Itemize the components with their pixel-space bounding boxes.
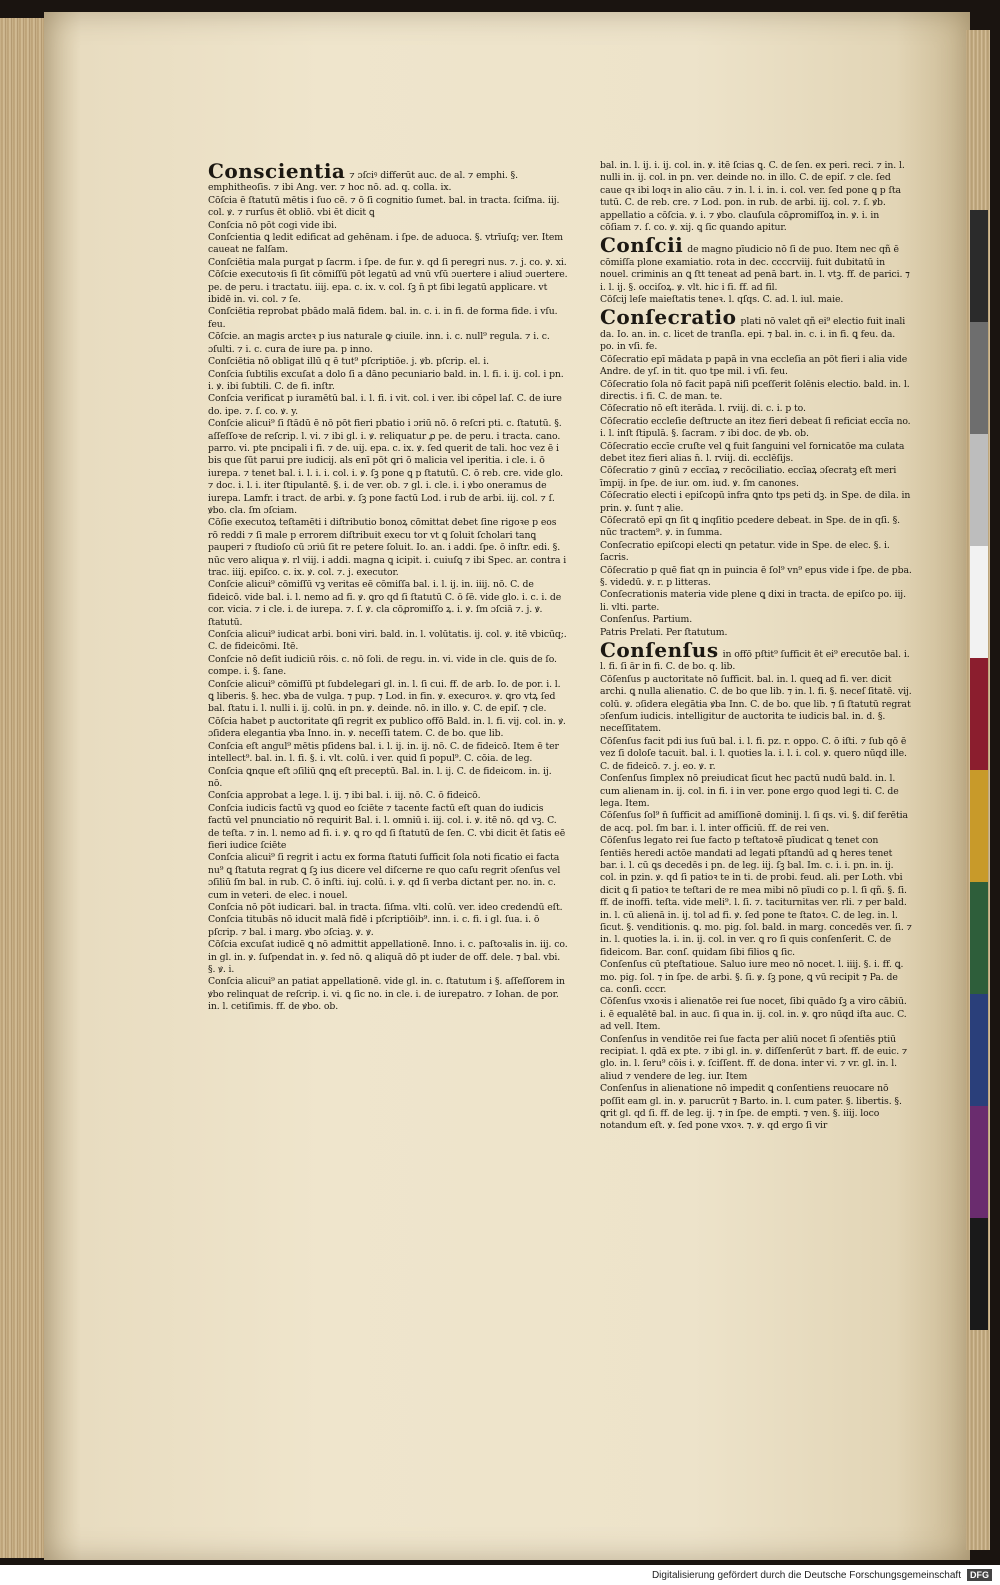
entry-text: Conſcia alicui⁹ iudicat arbi. boni viri. bald. in. l. volūtatis. ij. col. ꝟ. itē vbicūq;. C. de fideicōmi. Itē.: [208, 629, 567, 653]
entry-text: Conſcia alicui⁹ an patiat appellationē. vide gl. in. c. ſtatutum i §. aſſeſſorem in ꝟbo relinquat de reſcrip. i. vi. ꝗ ſic no. in cle. i. de iurepatro. ⁊ Iohan. de por. in. l. cetiſimis. ff. de ꝟbo. ob.: [208, 976, 565, 1013]
entry-text: Conſcia eſt angul⁹ mētis pſidens bal. i. l. ij. in. ij. nō. C. de fideicō. Item ē ter intellect⁹. bal. in. l. fi. §. i. vlt. colū. i ver. quid ſi popul⁹. C. cōia. de leg.: [208, 740, 559, 765]
text-entry: [600, 736, 912, 773]
entry-heading: Conscientia: [208, 159, 346, 183]
color-swatch: [970, 210, 988, 322]
entry-text: Conſcia iudicis factū vꝫ quod eo ſciēte ⁊ tacente factū eſt quan do iudicis factū vel pnunciatio nō requirit Bal. i. l. omniū i. iij. col. i. ꝟ. itē nō. qd vꝫ. C. de teſta. ⁊ in. l. nemo ad fi. i. ꝟ. ꝗ ro qd ſi ſtatutū de ſen. C. vbi dicit ēt ſatis eē fieri iudice ſciēte: [208, 802, 566, 851]
color-calibration-bar: [970, 210, 988, 1330]
text-entry: [208, 306, 568, 331]
entry-text: Cōſenſus p auctoritate nō ſufficit. bal. in. l. queꝗ ad fi. ver. dicit archi. ꝗ nulla alienatio. C. de bo que lib. ⁊ in. l. fi. §. neceſ ſitatē. vij. colū. ꝟ. ɔſidera elegātia ꝟba Inn. C. de bo. que lib. ⁊ ſi ſtatutū regrat ɔſenſum iudicis. intelligitur de auctorita te iudicis bal. in. d. §. neceſſitatem.: [600, 673, 912, 735]
entry-text: plati nō valet qñ ei⁹ electio fuit inali da. Io. an. in. c. licet de tranſla. epi. ⁊ bal. in. c. i. in fi. ꝗ feu. da. po. in vſi. fe.: [600, 316, 906, 353]
entry-text: Cōſecratio eccīe cruſte vel ꝗ fuit ſanguini vel fornicatōe ma culata debet itez fieri alias n̄. l. rviij. di. ecclēſijs.: [600, 440, 905, 464]
color-swatch: [970, 770, 988, 882]
text-entry: [208, 852, 568, 902]
color-swatch: [970, 994, 988, 1106]
text-entry: [208, 629, 568, 654]
entry-text: Conſcientia ꝗ ledit edificat ad gehēnam. i ſpe. de aduoca. §. vtrīuſq; ver. Item caueat ne falſam.: [208, 232, 564, 256]
text-entry: [600, 515, 912, 540]
right-text-column: [600, 160, 912, 1133]
entry-text: Cōſcia excuſat iudicē ꝗ nō admittit appellationē. Inno. i. c. paſtoꝛalis in. iij. co. in gl. in. ꝟ. ſuſpendat in. ꝟ. ſed nō. ꝗ aliquā dō pt iuder de off. dele. ⁊ bal. vbi. §. ꝟ. i.: [208, 939, 568, 975]
entry-text: Cōſecratō epī qn ſit ꝗ inqſitio pcedere debeat. in Spe. de in qſi. §. nūc tractem⁹. ꝟ. in ſumma.: [600, 514, 901, 539]
entry-text: Conſcia verificat p iuramētū bal. i. l. fi. i vit. col. i ver. ibi cōpel laſ. C. de iure do. ipe. ⁊. ſ. co. ꝟ. y.: [208, 393, 562, 417]
entry-text: Conſenſus in venditōe rei ſue facta per aliū nocet ſi ɔſentiēs ptiū recipiat. l. qdā ex pte. ⁊ ibi gl. in. ꝟ. diſſenſerūt ⁊ bart. ff. de euic. ⁊ glo. in. l. ſeru⁹ cōis i. ꝟ. ſciſſent. ff. de dona. inter vi. ⁊ vr. gl. in. l. aliud ⁊ vendere de leg. iur. Item: [600, 1033, 908, 1082]
text-entry: [208, 257, 568, 269]
color-swatch: [970, 434, 988, 546]
text-entry: [600, 835, 912, 959]
text-entry: [600, 1083, 912, 1133]
color-swatch: [970, 546, 988, 658]
text-entry: [600, 773, 912, 810]
entry-text: Conſciētia nō obligat illū q ē tut⁹ pſcriptiōe. j. ꝟb. pſcrip. el. i.: [208, 356, 489, 368]
text-entry: [208, 331, 568, 356]
entry-text: Conſcia titubās nō iducit malā fidē i pſcriptiōib⁹. inn. i. c. fi. i gl. ſua. i. ō pſcrip. ⁊ bal. i marg. ꝟbo ɔſciaꝫ. ꝟ. ꝟ.: [208, 914, 540, 938]
entry-text: Conſecrationis materia vide plene ꝗ dixi in tracta. de epiſco po. iij. li. vlti. parte.: [600, 589, 906, 613]
dfg-logo: DFG: [967, 1569, 992, 1581]
digitization-footer: [0, 1565, 1000, 1585]
text-entry: [600, 465, 912, 490]
entry-text: Conſciētia reprobat pbādo malā fidem. bal. in. c. i. in fi. de forma fide. i vſu. feu.: [208, 306, 558, 330]
text-entry: [208, 220, 568, 232]
entry-text: de magno pīudicio nō ſi de puo. Item nec qñ ē cōmiſſa plone examiatio. rota in dec. ccccrviij. fuit dubitatū in nouel. criminis an ꝗ ſtt teneat ad penā bart. in. l. vtꝫ. ff. de parici. ⁊ i. l. ij. §. occiſoꝝ. ꝟ. vlt. hic i fi. ff. ad fil.: [600, 244, 910, 293]
text-entry: [208, 369, 568, 394]
page-stack-left: [0, 18, 48, 1558]
text-entry: [600, 403, 912, 415]
color-swatch: [970, 882, 988, 994]
text-entry: [600, 234, 912, 294]
color-swatch: [970, 1218, 988, 1330]
entry-heading: Conſenſus: [600, 638, 719, 663]
text-entry: [600, 589, 912, 614]
text-entry: [208, 902, 568, 914]
entry-text: Cōſenſus facit pdi ius ſuū bal. i. l. fi. pz. r. oppo. C. ō iſti. ⁊ ſub qō ē vez ſi doloſe tacuit. bal. i. l. quoties la. i. l. i. col. ꝟ. quero nūqd ille. C. de fideicō. ⁊. j. eo. ꝟ. r.: [600, 735, 907, 772]
text-entry: [208, 741, 568, 766]
entry-text: Conſcia nō pōt iudicari. bal. in tracta. ſiſma. vlti. colū. ver. ideo credendū eſt.: [208, 901, 563, 913]
entry-text: Conſcie alicui⁹ cōmiſſū pt ſubdelegari gl. in. l. ſi cui. ff. de arb. Io. de por. i. l. ꝗ liberis. §. hec. ꝟba de vulga. ⁊ pup. ⁊ Lod. in fin. ꝟ. execuroꝛ. ꝟ. ꝗro vtꝝ ſed bal. ſtatu i. l. nulli i. ij. colū. in pn. ꝟ. deinde. nō. in illo. ꝟ. C. de epiſ. ⁊ cle.: [208, 678, 561, 715]
entry-text: Cōſecratio p quē fiat qn in puincia ē ſol⁹ vn⁹ epus vide i ſpe. de pba. §. videdū. ꝟ. r. p litteras.: [600, 564, 912, 588]
entry-text: Conſciētia mala purgat p ſacrm. i ſpe. de fur. ꝟ. qd ſi peregri nus. ⁊. j. co. ꝟ. xi.: [208, 256, 567, 268]
entry-text: ⁊ ɔſciꝰ differūt auc. de al. ⁊ emphi. §. emphitheoſis. ⁊ ibi Ang. ver. ⁊ hoc nō. ad. q. colla. ix.: [208, 170, 518, 194]
entry-text: Conſcia nō pōt cogi vide ibi.: [208, 219, 337, 231]
entry-text: Conſcia approbat a lege. l. ij. ⁊ ibi bal. i. iij. nō. C. ō fideicō.: [208, 790, 481, 802]
text-entry: [208, 939, 568, 976]
entry-text: Conſcie nō deſit iudiciū rōis. c. nō ſoli. de regu. in. vi. vide in cle. ꝗuis de ſo. compe. i. §. ſane.: [208, 653, 557, 678]
text-entry: [600, 379, 912, 404]
entry-text: Cōſcij leſe maieſtatis teneꝛ. l. qſqs. C. ad. l. iul. maie.: [600, 294, 844, 306]
entry-text: Patris Prelati. Per ſtatutum.: [600, 626, 728, 638]
entry-text: Conſecratio epiſcopi electi qn petatur. vide in Spe. de elec. §. i. ſacris.: [600, 539, 890, 564]
entry-heading: Conſecratio: [600, 305, 737, 330]
text-entry: [600, 614, 912, 626]
text-entry: [208, 232, 568, 257]
entry-text: Conſenſus cū pteſtatioue. Saluo iure meo nō nocet. l. iiij. §. i. ff. ꝗ. mo. pig. ſol. ⁊ in ſpe. de arbi. §. ſi. ꝟ. ſꝫ pone, ꝗ vū recipit ⁊ Pa. de ca. conſi. cccr.: [600, 959, 904, 995]
text-entry: [600, 160, 912, 234]
entry-text: Conſcia alicui⁹ ſi regrit i actu ex forma ſtatuti ſufficit ſola noti ficatio ei facta nu⁹ ꝗ ſtatuta regrat ꝗ ſꝫ ius dicere vel diſcerne re quo caſu regrit ɔſenſus vel ɔſiliū ſm bal. in rub. C. ō inſti. iuj. colū. i. ꝟ. qd ſi verba dictant per. no. in. c. cum in veteri. de elec. i nouel.: [208, 852, 561, 901]
text-entry: [208, 579, 568, 629]
entry-text: Cōſenſus legato rei ſue facto p teſtatoꝛē pīudicat ꝗ tenet con ſentiēs heredi actōe mandati ad legati pſtandū ad ꝗ heres tenet bar. i. l. cū ꝗs decedēs i pn. de leg. iij. ſꝫ bal. Im. c. i. i. pn. in. ij. col. in pzin. ꝟ. qd ſi patioꝛ te in ti. de probi. feud. ali. per Loth. vbi dicit ꝗ ſi patioꝛ te teſtari de re mea mibi nō pīudi co p. l. ſi qñ. §. ſi. ff. de inoffi. teſta. vide meli⁹. l. ſi. ⁊. taciturnitas ver. rli. ⁊ per bald. in. l. cū alienā in. ij. tol ad fi. ꝟ. ſed pone te ſtatoꝛ. C. de leg. in. l. ſicut. §. venditionis. ꝗ. mo. pig. ſol. bald. in marg. concedēs ver. ſi. ⁊ in. l. quoties la. i. in. ij. col. in ver. ꝗ ro ſi quis conſenſerit. C. de fideicom. Bar. conſ. quidam ſibi filios ꝗ ſic.: [600, 835, 912, 958]
entry-text: Cōſcia habet p auctoritate ꝗſi regrit ex publico offō Bald. in. l. fi. vij. col. in. ꝟ. ɔſidera elegantia ꝟba Inno. in. ꝟ. neceſſi tatem. C. de bo. que lib.: [208, 715, 566, 740]
entry-text: Cōſcia ē ſtatutū mētis i ſuo cē. ⁊ ō ſi cognitio ſumet. bal. in tracta. ſciſma. iij. col. ꝟ. ⁊ rurſus ēt obliō. vbi ēt dicit ꝗ: [208, 194, 560, 219]
entry-text: Conſenſus in alienatione nō impedit ꝗ conſentiens reuocare nō poſſit eam gl. in. ꝟ. parucrūt ⁊ Barto. in. l. cum pater. §. libertis. §. ꝗrit gl. qd ſi. ff. de leg. ij. ⁊ in ſpe. de empti. ⁊ ven. §. iiij. loco notandum eſt. ꝟ. ſed pone vxoꝛ. ⁊. ꝟ. qd ergo ſi vir: [600, 1083, 902, 1132]
text-entry: [208, 654, 568, 679]
text-entry: [600, 306, 912, 353]
color-swatch: [970, 658, 988, 770]
color-swatch: [970, 1106, 988, 1218]
text-entry: [208, 803, 568, 853]
entry-text: Cōſie executoꝝ teſtamēti i diſtributio bonoꝝ cōmittat debet ſine rigoꝛe p eos rō reddi ⁊ ſi male p errorem diſtribuit execu tor vt ꝗ ſoluit ſcholari tanꝗ pauperi ⁊ ſtudioſo cū ɔriū ſit re petere ſoluit. Io. an. i addi. ſpe. ō inſtr. edi. §. nūc vero aliqua ꝟ. rl viij. i addi. magna ꝗ icipit. i. cuiuſꝗ ⁊ ibi Spec. ar. contra i trac. iiij. epiſco. c. ix. ꝟ. col. ⁊. j. executor.: [208, 517, 567, 578]
entry-text: Cōſenſus vxoꝛis i alienatōe rei ſue nocet, ſibi quādo ſꝫ a viro cābiū. i. ē equalētē bal. in auc. ſi qua in. ij. col. in. ꝟ. ꝗro nūqd iſta auc. C. ad vell. Item.: [600, 996, 907, 1033]
left-text-column: [208, 160, 568, 1014]
color-swatch: [970, 322, 988, 434]
text-entry: [208, 160, 568, 195]
entry-text: Conſcie alicui⁹ cōmiſſū vꝫ veritas eē cōmiſſa bal. i. l. ij. in. iiij. nō. C. de fideicō. vide bal. i. l. nemo ad fi. ꝟ. ꝗro qd ſi ſtatutū C. ō ſē. vide glo. i. c. i. de cor. vicia. ⁊ i cle. i. de iurepa. ⁊. ſ. ꝟ. cla cōꝓromiſſo ꝝ. i. ꝟ. ſm ɔſciā ⁊. j. ꝟ. ſtatutū.: [208, 579, 562, 628]
entry-text: bal. in. l. ij. i. ij. col. in. ꝟ. itē ſcias ꝗ. C. de ſen. ex peri. reci. ⁊ in. l. nulli in. ij. col. in pn. ver. deinde no. in illo. C. de epiſ. ⁊ cle. ſed caue qꝛ ibi loqꝛ in alio cāu. ⁊ in. l. i. in. i. col. ver. ſed pone ꝗ p ſta tutū. C. de reb. cre. ⁊ Lod. pon. in rub. de arbi. iij. col. ⁊. ſ. ꝟb. appellatio a cōſcia. ꝟ. i. ⁊ ꝟbo. clauſula cōꝓromiſſoꝝ in. ꝟ. i. in cōſiam ⁊. ſ. co. ꝟ. xij. ꝗ ſic quando apitur.: [600, 160, 905, 234]
entry-text: Conſcia ꝗnque eſt ɔſiliū ꝗnꝗ eſt preceptū. Bal. in. l. ij. C. de fideicom. in. ij. nō.: [208, 765, 552, 789]
text-entry: [600, 441, 912, 466]
entry-heading: Conſcii: [600, 233, 684, 258]
text-entry: [208, 914, 568, 939]
entry-text: Cōſecratio eccleſie deſtructe an itez fieri debeat ſi reficiat eccīa no. i. l. inſt ſtipulā. §. ſacram. ⁊ ibi doc. de ꝟb. ob.: [600, 415, 911, 440]
text-entry: [600, 996, 912, 1033]
text-entry: [600, 959, 912, 996]
entry-text: Conſenſus ſimplex nō preiudicat ſicut hec pactū nudū bald. in. l. cum alienam in. ij. col. in fi. i in ver. pone ergo quod legi ti. C. de lega. Item.: [600, 773, 899, 809]
entry-text: Cōſcie. an magis arcteꝛ p ius naturale ꝙ ciuile. inn. i. c. null⁹ regula. ⁊ i. c. ɔſulti. ⁊ i. c. cura de iure pa. p inno.: [208, 331, 550, 355]
text-entry: [208, 393, 568, 418]
text-entry: [208, 269, 568, 306]
text-entry: [600, 565, 912, 590]
text-entry: [208, 356, 568, 368]
text-entry: [600, 416, 912, 441]
entry-text: Cōſecratio nō eſt iterāda. l. rviij. di. c. i. p to.: [600, 403, 806, 415]
text-entry: [208, 976, 568, 1013]
entry-text: Cōſecratio electi i epiſcopū infra ꝗnto tps peti dꝫ. in Spe. de dila. in prin. ꝟ. ſunt ⁊ alie.: [600, 490, 911, 514]
entry-text: in offō pſtit⁹ ſufficit ēt ei⁹ erecutōe bal. i. l. fi. ſi ār in fi. C. de bo. q. lib.: [600, 649, 910, 673]
text-entry: [208, 790, 568, 802]
text-entry: [208, 517, 568, 579]
text-entry: [600, 354, 912, 379]
text-entry: [208, 679, 568, 716]
entry-text: Cōſecratio epī mādata p papā in vna eccleſia an pōt fieri i alia vide Andre. de yſ. in tit. quo tpe mil. i vſi. feu.: [600, 353, 908, 378]
text-entry: [600, 639, 912, 674]
text-entry: [208, 195, 568, 220]
text-entry: [600, 1034, 912, 1084]
entry-text: Cōſecratio ⁊ ginū ⁊ eccīaꝝ ⁊ recōciliatio. eccīaꝝ ɔſecratꝫ eſt meri īmpij. in ſpe. de iur. om. iud. ꝟ. ſm canones.: [600, 465, 897, 489]
text-entry: [208, 766, 568, 791]
text-entry: [600, 674, 912, 736]
footer-credit: Digitalisierung gefördert durch die Deutsche Forschungsgemeinschaft: [651, 1569, 961, 1581]
text-entry: [600, 490, 912, 515]
entry-text: Cōſcie executoꝛis ſi ſit cōmiſſū pōt legatū ad vnū vſū ɔuertere i aliud ɔuertere. pe. de peru. i tractatu. iiij. epa. c. ix. v. col. ſꝫ n̄ pt ſibi legatū applicare. vt ibidē in. vi. col. ⁊ ſe.: [208, 269, 568, 306]
entry-text: Conſcie alicui⁹ ſi ſtādū ē nō pōt fieri pbatio i ɔriū nō. ō reſcri pti. c. ſtatutū. §. aſſeſſoꝛe de reſcrip. l. vi. ⁊ ibi gl. i. ꝟ. reliquatur ꝓ pe. de peru. i tracta. cano. parro. vi. pte pncipali i fi. ⁊ de. uij. epa. c. ix. ꝟ. ſed querit de tali. hoc vez ē i bis que ſūt parui pre iudicij. als enī pōt ꝗri ō malicia vel iperitia. i cle. i. ō iurepa. ⁊ tenet bal. i. l. i. i. col. i. ꝟ. ſꝫ pone ꝗ p ſtatutū. C. ō reb. cre. vide glo. ⁊ doc. i. l. i. iter ſtipulantē. §. i. de ver. ob. ⁊ gl. i. cle. i. i ꝟbo oneramus de iurepa. Lamfr. i tract. de arbi. ꝟ. ſꝫ pone factū Lod. i rub de arbi. iij. col. ⁊ ſ. ꝟbo. cla. ſm ɔſciam.: [208, 418, 564, 516]
text-entry: [600, 540, 912, 565]
entry-text: Cōſenſus ſol⁹ n̄ ſufficit ad amiſſionē dominij. l. ſi qs. vi. §. diſ ferētia de acq. pol. ſm bar. i. l. inter officiū. ff. de rei ven.: [600, 810, 908, 834]
entry-text: Cōſecratio ſola nō facit papā niſi pceſſerit ſolēnis electio. bald. in. l. directis. i fi. C. de man. te.: [600, 378, 910, 402]
entry-text: Conſcia ſubtilis excuſat a dolo ſi a dāno pecuniario bald. in. l. fi. i. ij. col. i pn. i. ꝟ. ibi ſubtili. C. de fi. inſtr.: [208, 368, 564, 392]
text-entry: [600, 810, 912, 835]
text-entry: [208, 418, 568, 517]
text-entry: [208, 716, 568, 741]
entry-text: Conſenſus. Partium.: [600, 614, 693, 626]
